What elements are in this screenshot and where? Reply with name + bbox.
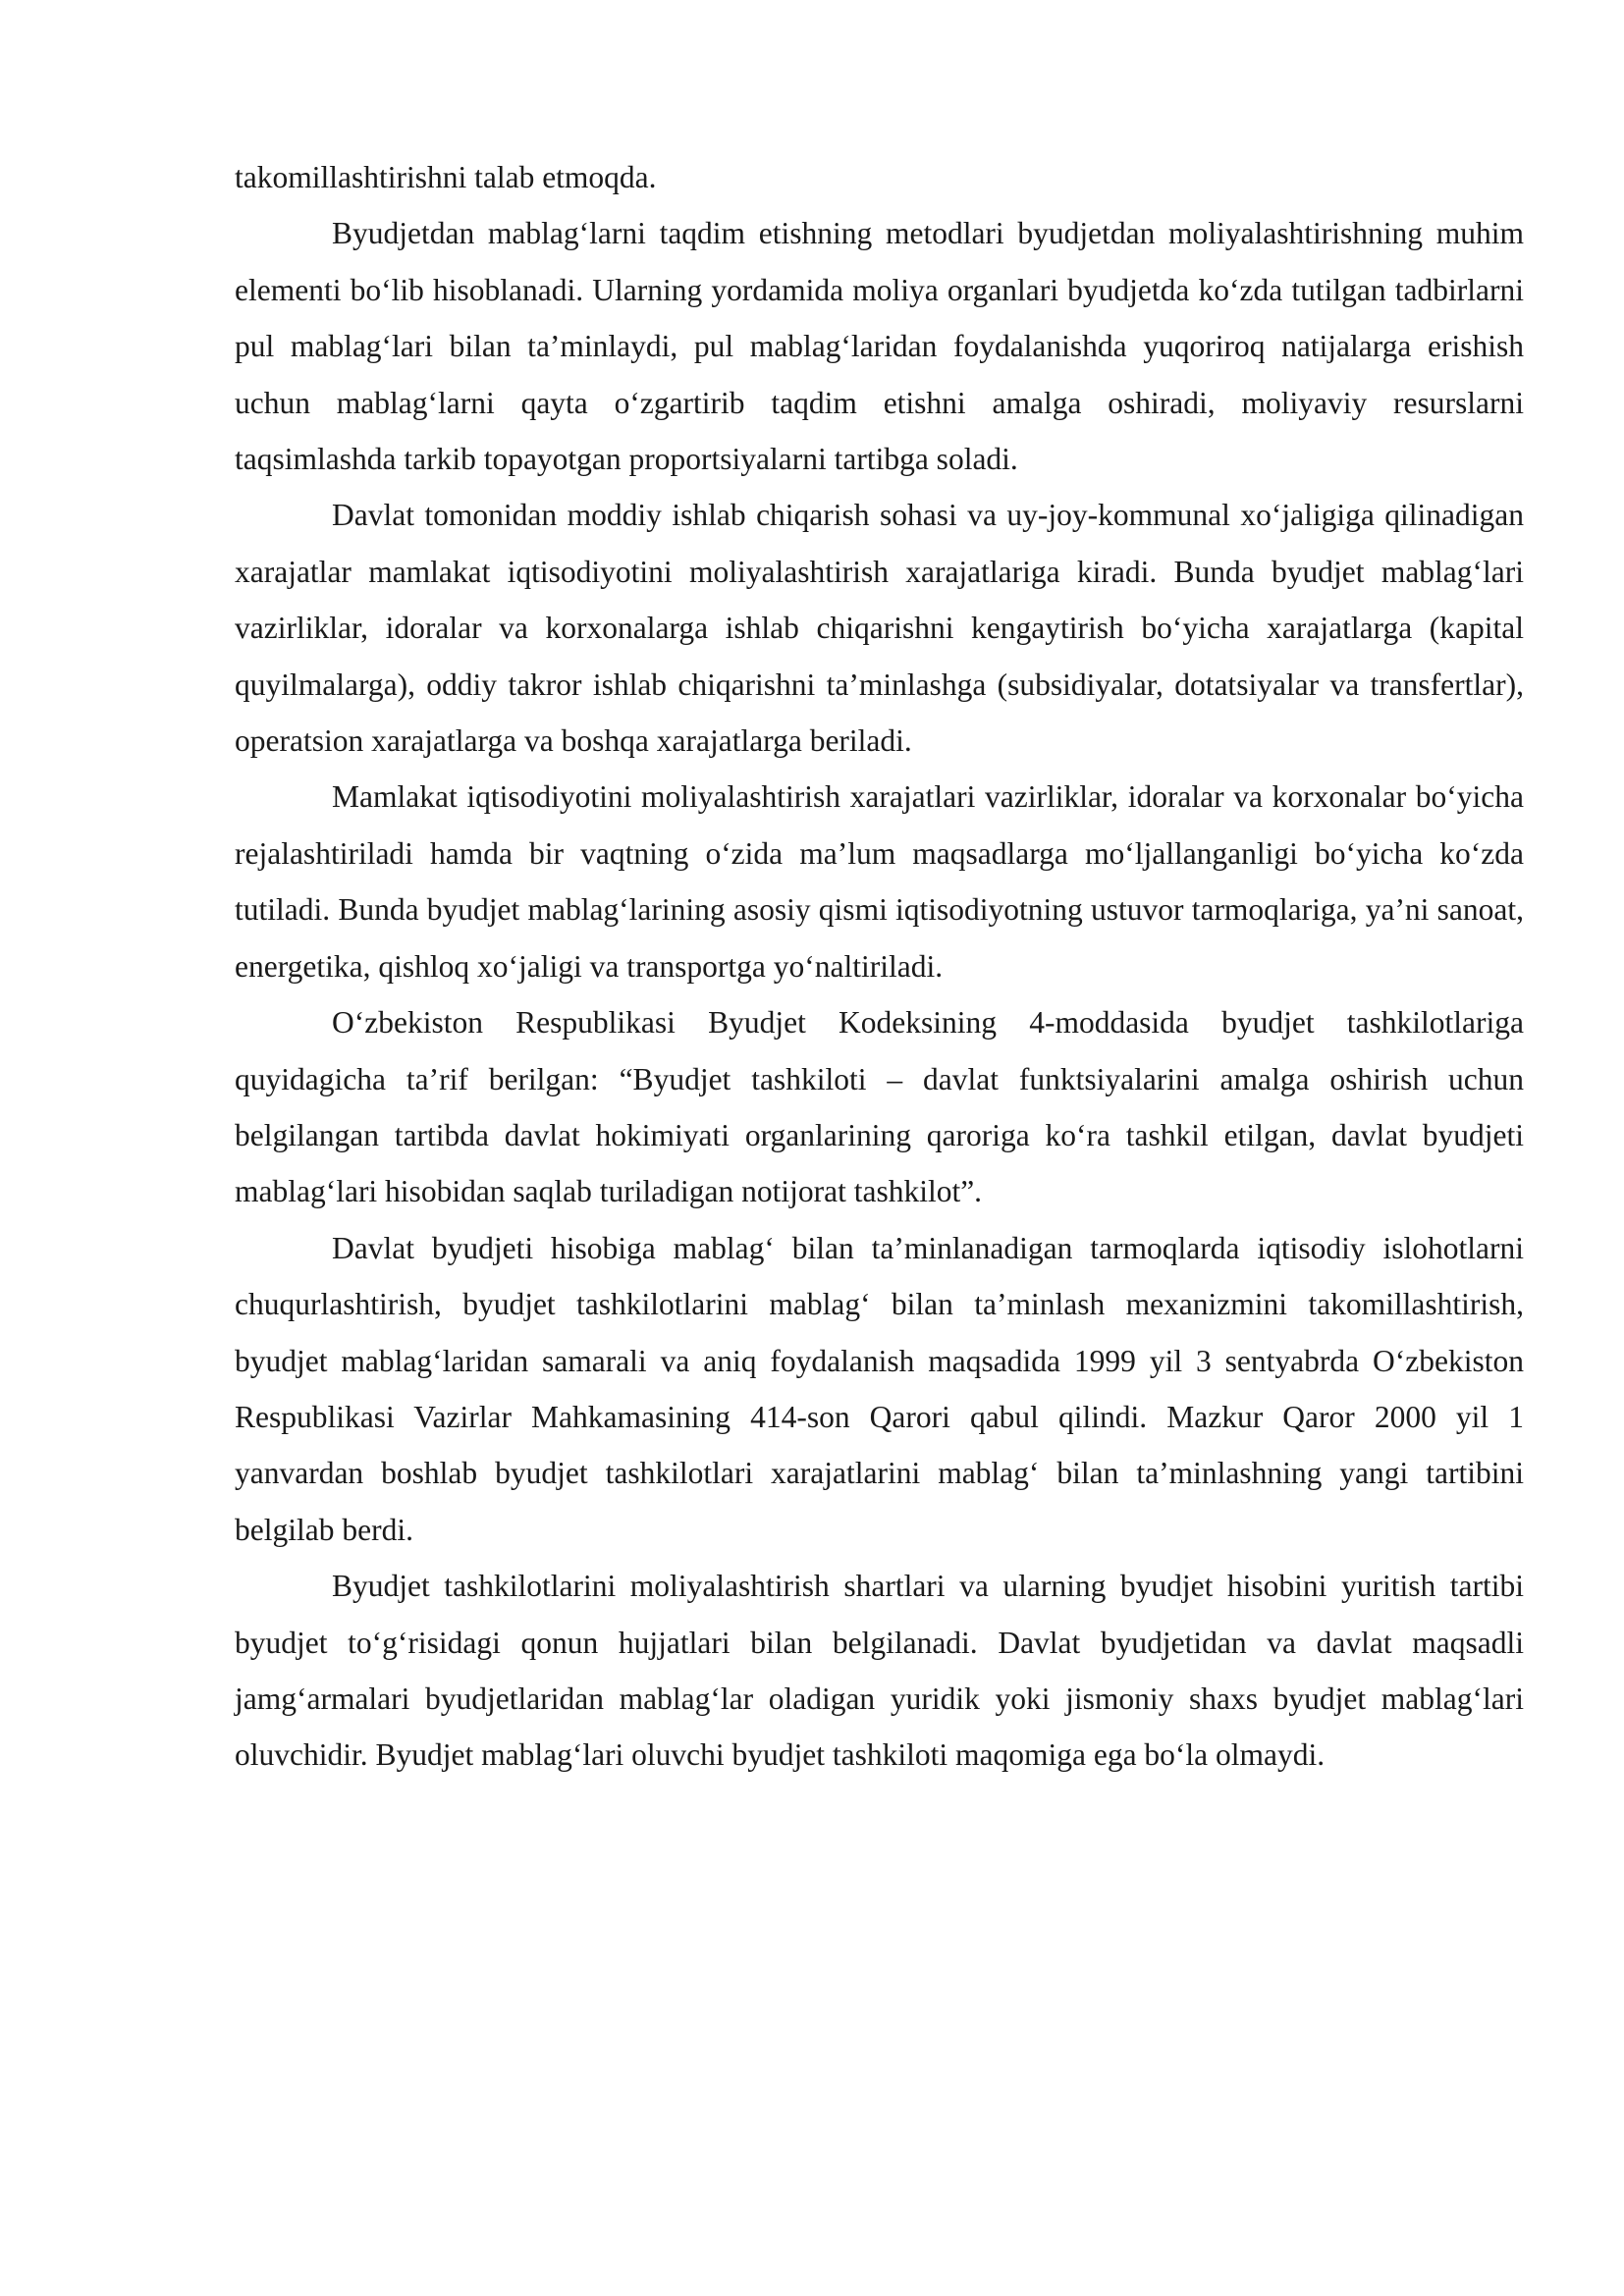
text-body <box>235 149 1524 1784</box>
paragraph-continued: takomillashtirishni talab etmoqda. <box>235 160 657 194</box>
paragraph-cabinet-resolution: Davlat byudjeti hisobiga mablag‘ bilan ta’minlanadigan tarmoqlarda iqtisodiy islohotlarni chuqurlashtirish, byudjet tashkilotlarini mablag‘ bilan ta’minlash mexanizmini takomillashtirish, byudjet mablag‘laridan samarali va aniq foydalanish maqsadida 1999 yil 3 sentyabrda O‘zbekiston Respublikasi Vazirlar Mahkamasining 414-son Qarori qabul qilindi. Mazkur Qaror 2000 yil 1 yanvardan boshlab byudjet tashkilotlari xarajatlarini mablag‘ bilan ta’minlashning yangi tartibini belgilab berdi. <box>235 1230 1524 1547</box>
paragraph-state-production-expenses: Davlat tomonidan moddiy ishlab chiqarish sohasi va uy-joy-kommunal xo‘jaligiga qilinadigan xarajatlar mamlakat iqtisodiyotini moliyalashtirish xarajatlariga kiradi. Bunda byudjet mablag‘lari vazirliklar, idoralar va korxonalarga ishlab chiqarishni kengaytirish bo‘yicha xarajatlarga (kapital quyilmalarga), oddiy takror ishlab chiqarishni ta’minlashga (subsidiyalar, dotatsiyalar va transfertlar), operatsion xarajatlarga va boshqa xarajatlarga beriladi. <box>235 498 1524 759</box>
paragraph-economy-financing-planning: Mamlakat iqtisodiyotini moliyalashtirish xarajatlari vazirliklar, idoralar va korxonalar bo‘yicha rejalashtiriladi hamda bir vaqtning o‘zida ma’lum maqsadlarga mo‘ljallanganligi bo‘yicha ko‘zda tutiladi. Bunda byudjet mablag‘larining asosiy qismi iqtisodiyotning ustuvor tarmoqlariga, ya’ni sanoat, energetika, qishloq xo‘jaligi va transportga yo‘naltiriladi. <box>235 779 1524 984</box>
paragraph-budget-allocation-methods: Byudjetdan mablag‘larni taqdim etishning metodlari byudjetdan moliyalashtirishning muhim elementi bo‘lib hisoblanadi. Ularning yordamida moliya organlari byudjetda ko‘zda tutilgan tadbirlarni pul mablag‘lari bilan ta’minlaydi, pul mablag‘laridan foydalanishda yuqoriroq natijalarga erishish uchun mablag‘larni qayta o‘zgartirib taqdim etishni amalga oshiradi, moliyaviy resurslarni taqsimlashda tarkib topayotgan proportsiyalarni tartibga soladi. <box>235 216 1524 477</box>
paragraph-budget-code-definition: O‘zbekiston Respublikasi Byudjet Kodeksining 4-moddasida byudjet tashkilotlariga quyidagicha ta’rif berilgan: “Byudjet tashkiloti – davlat funktsiyalarini amalga oshirish uchun belgilangan tartibda davlat hokimiyati organlarining qaroriga ko‘ra tashkil etilgan, davlat byudjeti mablag‘lari hisobidan saqlab turiladigan notijorat tashkilot”. <box>235 1005 1524 1209</box>
paragraph-financing-conditions: Byudjet tashkilotlarini moliyalashtirish shartlari va ularning byudjet hisobini yuritish tartibi byudjet to‘g‘risidagi qonun hujjatlari bilan belgilanadi. Davlat byudjetidan va davlat maqsadli jamg‘armalari byudjetlaridan mablag‘lar oladigan yuridik yoki jismoniy shaxs byudjet mablag‘lari oluvchidir. Byudjet mablag‘lari oluvchi byudjet tashkiloti maqomiga ega bo‘la olmaydi. <box>235 1569 1524 1773</box>
